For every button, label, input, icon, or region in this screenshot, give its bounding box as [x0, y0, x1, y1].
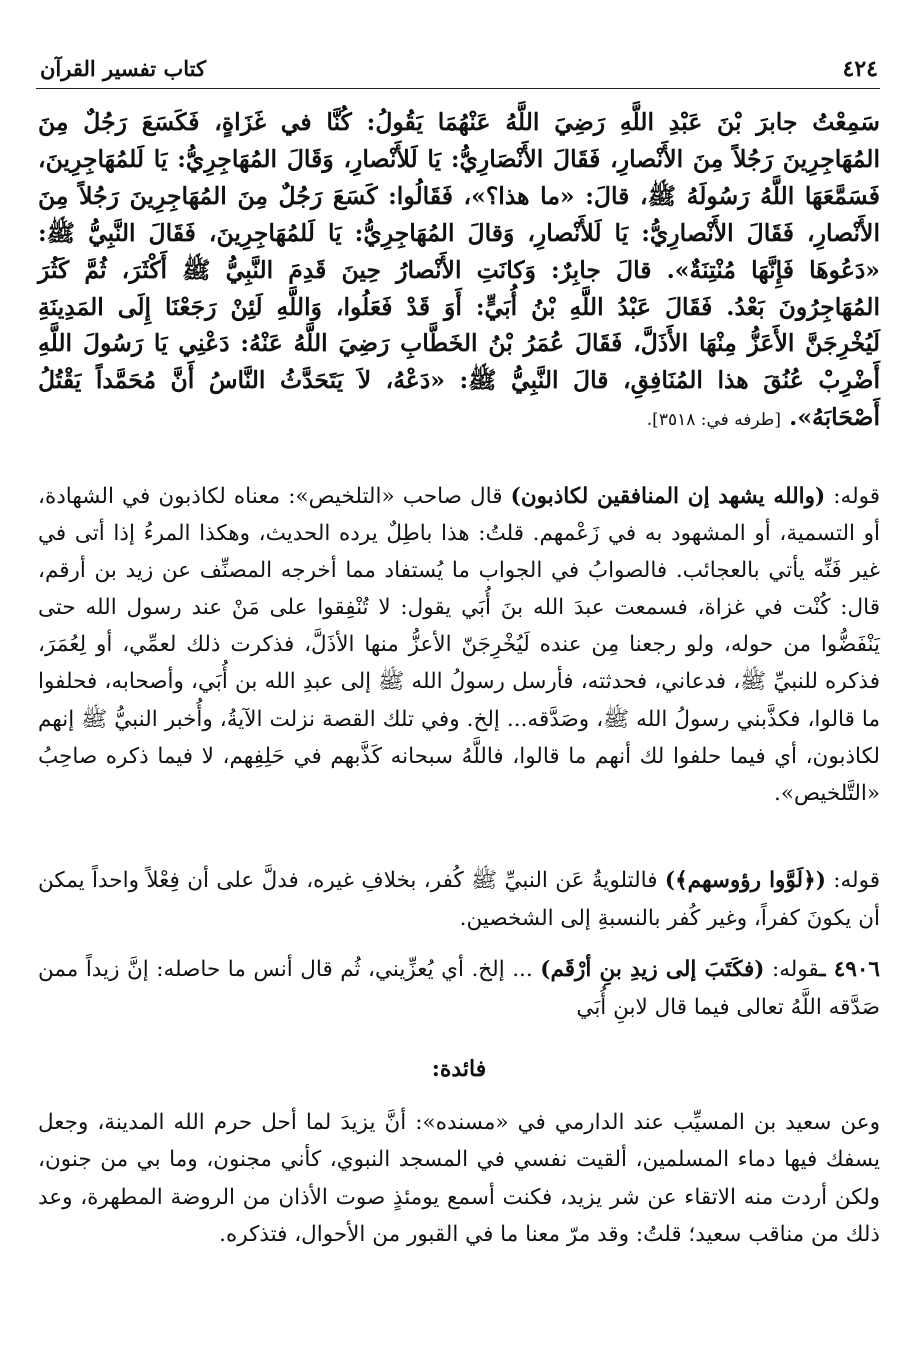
commentary-1-lead: قوله: — [833, 484, 881, 509]
page-header — [40, 52, 878, 90]
hadith-number: ٤٩٠٦ ـ — [819, 957, 880, 982]
commentary-paragraph-3 — [38, 951, 880, 1027]
commentary-3-text — [38, 951, 880, 1027]
hadith-paragraph — [38, 104, 880, 439]
commentary-3-body: ... إلخ. أي يُعزِّيني، ثُم قال أنس ما حاصله: إنَّ زيداً ممن صَدَّقه اللَّهُ تعالى فيما قال لابنِ أُبَي — [38, 957, 880, 1020]
commentary-1-quote: (والله يشهد إن المنافقين لكاذبون) — [510, 484, 826, 509]
commentary-paragraph-2 — [38, 862, 880, 938]
hadith-body: سَمِعْتُ جابرَ بْنَ عَبْدِ اللَّهِ رَضِيَ اللَّهُ عَنْهُمَا يَقُولُ: كُنَّا في غَزَاةٍ، فَكَسَعَ رَجُلٌ مِنَ المُهَاجِرِينَ رَجُلاً مِنَ الأَنْصارِ، فَقَالَ الأَنْصَارِيُّ: يَا لَلأَنْصارِ، وَقَالَ المُهَاجِرِيُّ: يَا لَلمُهَاجِرِينَ، فَسَمَّعَهَا اللَّهُ رَسُولَهُ ﷺ، قالَ: «ما هذا؟»، فَقَالُوا: كَسَعَ رَجُلٌ مِنَ المُهَاجِرِينَ رَجُلاً مِنَ الأَنْصارِ، فَقَالَ الأَنْصارِيُّ: يَا لَلأَنْصارِ، وَقالَ المُهَاجِرِيُّ: يَا لَلمُهَاجِرِينَ، فَقَالَ النَّبِيُّ ﷺ: «دَعُوهَا فَإِنَّهَا مُنْتِنَةٌ». قالَ جابِرٌ: وَكانَتِ الأَنْصارُ حِينَ قَدِمَ النَّبِيُّ ﷺ أَكْثَرَ، ثُمَّ كَثُرَ المُهَاجِرُونَ بَعْدُ. فَقَالَ عَبْدُ اللَّهِ بْنُ أُبَيٍّ: أَوَ قَدْ فَعَلُوا، وَاللَّهِ لَئِنْ رَجَعْنَا إِلَى المَدِينَةِ لَيُخْرِجَنَّ الأَعَزُّ مِنْهَا الأَذَلَّ، فَقَالَ عُمَرُ بْنُ الخَطَّابِ رَضِيَ اللَّهُ عَنْهُ: دَعْنِي يَا رَسُولَ اللَّهِ أَضْرِبْ عُنُقَ هذا المُنَافِقِ، قالَ النَّبِيُّ ﷺ: «دَعْهُ، لاَ يَتَحَدَّثُ النَّاسُ أَنَّ مُحَمَّداً يَقْتُلُ أَصْحَابَهُ». — [38, 108, 880, 432]
commentary-3-lead: قوله: — [771, 957, 820, 982]
hadith-text — [38, 104, 880, 439]
commentary-1-body: قال صاحب «التلخيص»: معناه لكاذبون في الشهادة، أو التسمية، أو المشهود به في زَعْمهم. قلتُ: هذا باطِلٌ يرده الحديث، وهكذا المرءُ إذا أتى في غير فَنِّه يأتي بالعجائب. فالصوابُ في الجواب ما يُستفاد مما أخرجه المصنِّف عن زيد بن أرقم، قال: كُنْت في غزاة، فسمعت عبدَ الله بنَ أُبَي يقول: لا تُنْفِقوا على مَنْ عند رسول الله حتى يَنْفَضُّوا من حوله، ولو رجعنا مِن عنده لَيُخْرِجَنّ الأعزُّ منها الأذَلَّ، فذكرت ذلك لعمِّي، أو لِعُمَرَ، فذكره للنبيِّ ﷺ، فدعاني، فحدثته، فأرسل رسولُ الله ﷺ إلى عبدِ الله بن أُبَي، وأصحابه، فحلفوا ما قالوا، فكذَّبني رسولُ الله ﷺ، وصَدَّقه... إلخ. وفي تلك القصة نزلت الآيةُ، وأُخبر النبيُّ ﷺ إنهم لكاذبون، أي فيما حلفوا لك أنهم ما قالوا، فاللَّهُ سبحانه كَذَّبهم في حَلِفِهم، لا فيما ذكره صاحِبُ «التَّلخيص». — [38, 484, 880, 806]
commentary-2-quote: (﴿لَوَّوا رؤوسهم﴾) — [664, 868, 826, 893]
commentary-2-lead: قوله: — [833, 868, 880, 893]
header-divider — [36, 88, 880, 89]
hadith-reference: [طرفه في: ٣٥١٨]. — [646, 410, 781, 431]
commentary-2-text — [38, 862, 880, 938]
book-title: كتاب تفسير القرآن — [40, 56, 206, 81]
commentary-2-body: فالتلويةُ عَن النبيِّ ﷺ كُفر، بخلافِ غيره، فدلَّ على أن فِعْلاً واحداً يمكن أن يكونَ كفراً، وغير كُفر بالنسبةِ إلى الشخصين. — [38, 868, 880, 931]
commentary-paragraph-1 — [38, 478, 880, 812]
commentary-3-quote: (فكَتَبَ إلى زيدِ بنِ أرْقَم) — [540, 957, 765, 982]
faida-paragraph — [38, 1104, 880, 1254]
commentary-1-text — [38, 478, 880, 812]
faida-heading: فائدة: — [431, 1056, 487, 1082]
faida-text: وعن سعيد بن المسيِّب عند الدارمي في «مسنده»: أنَّ يزيدَ لما أحل حرم الله المدينة، وجعل يسفك فيها دماء المسلمين، ألقيت نفسي في المسجد النبوي، كأني مجنون، وما بي من جنون، ولكن أردت منه الاتقاء عن شر يزيد، فكنت أسمع يومئذٍ صوت الأذان من الروضة المطهرة، وعد ذلك من مناقب سعيد؛ قلتُ: وقد مرّ معنا ما في القبور من الأحوال، فتذكره. — [38, 1110, 880, 1248]
page-number: ٤٢٤ — [842, 56, 878, 82]
